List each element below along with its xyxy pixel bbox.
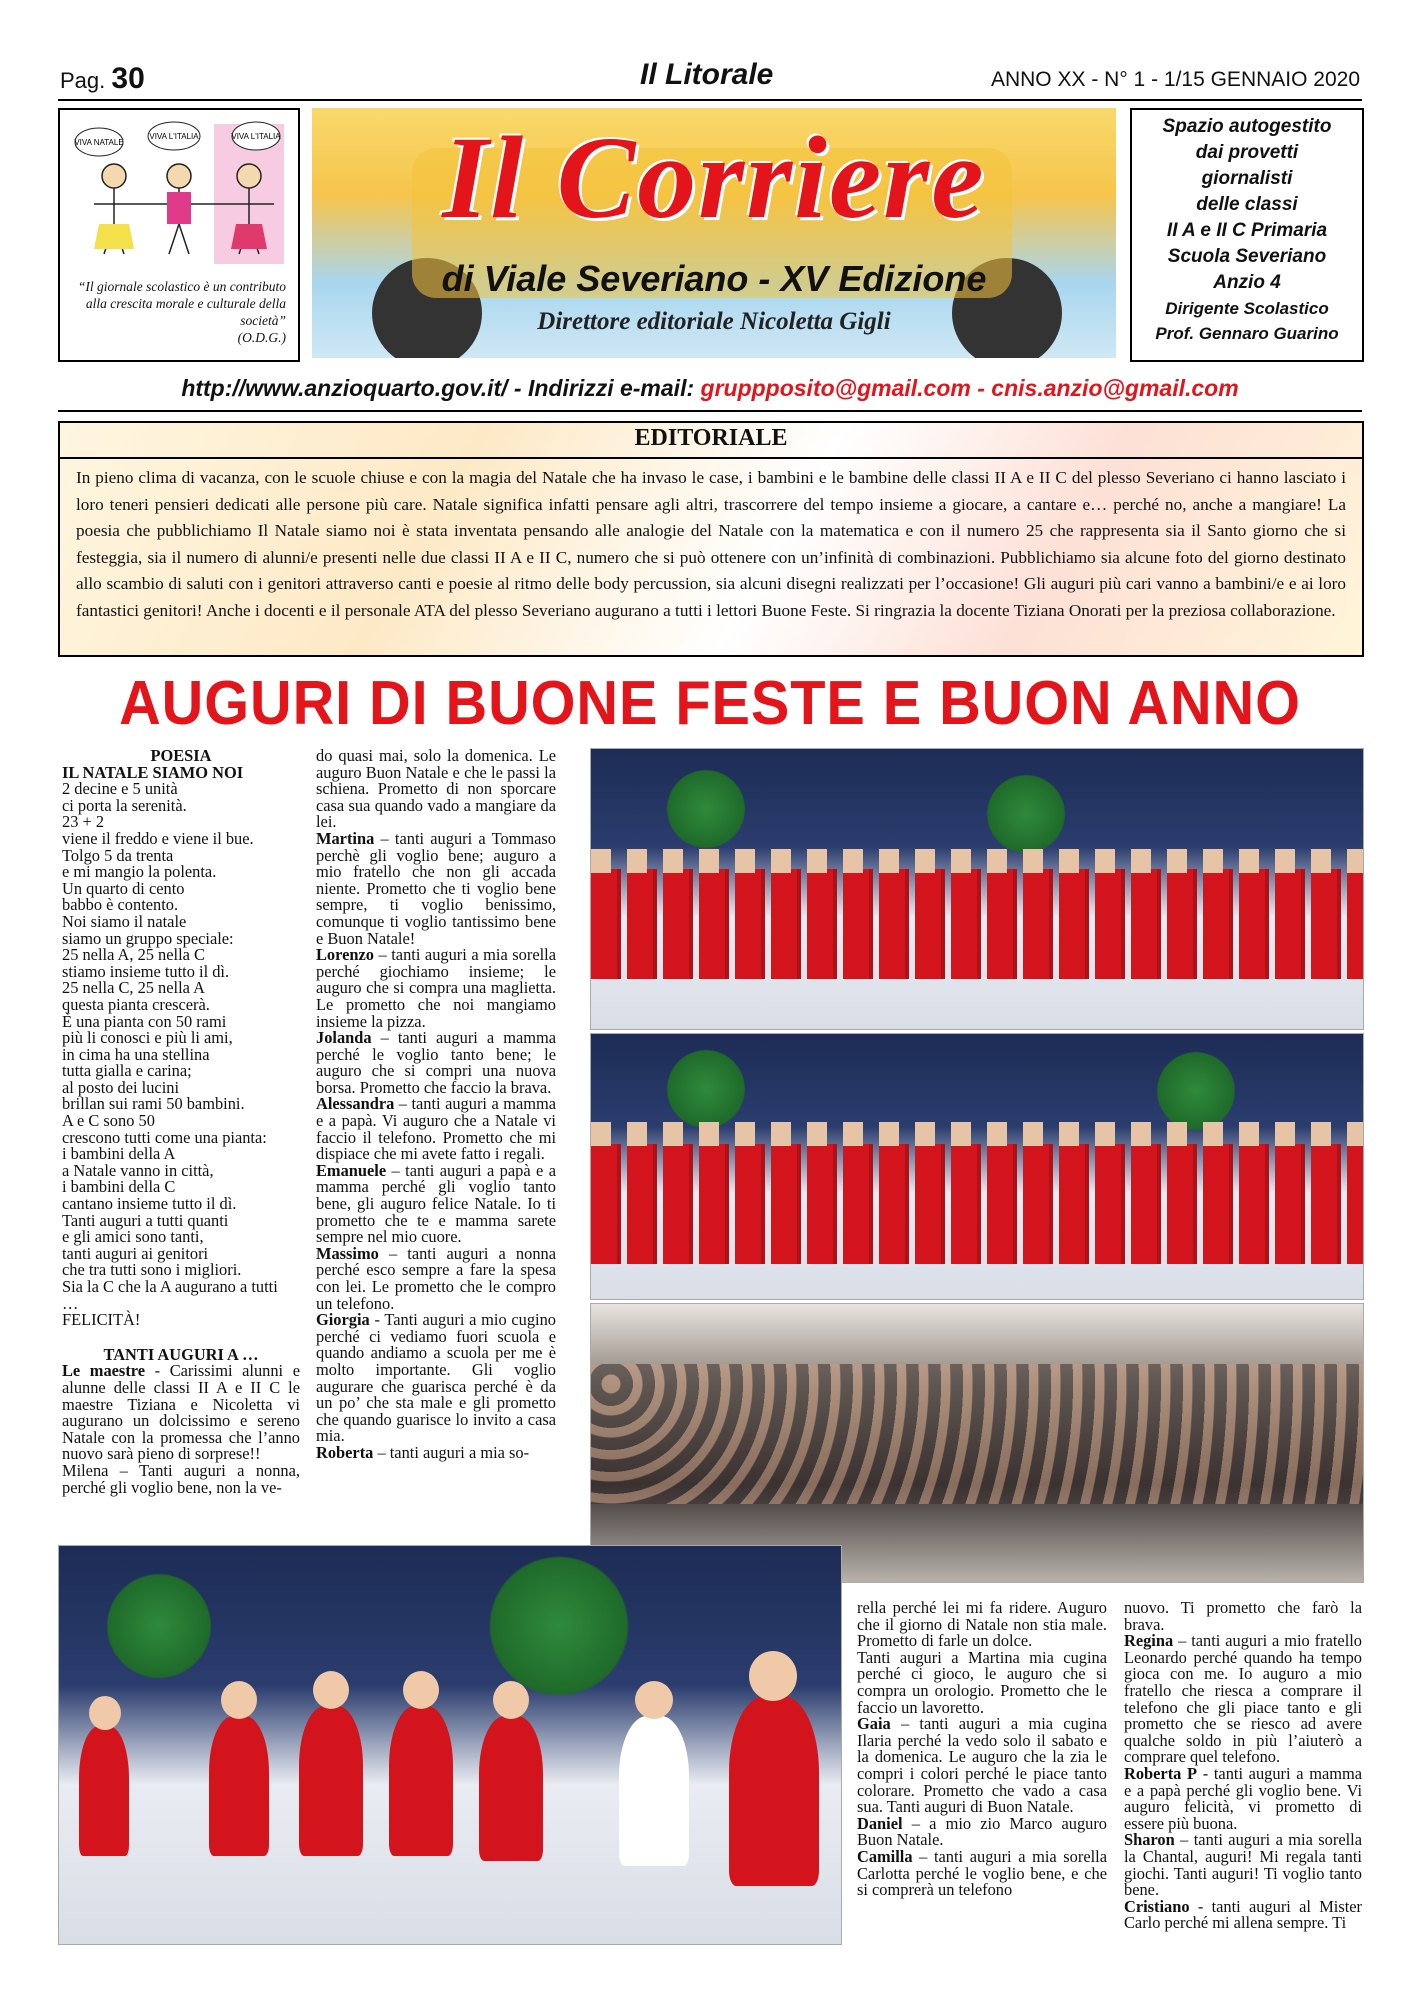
- poem-line: brillan sui rami 50 bambini.: [62, 1094, 245, 1114]
- auguri-text: – tanti auguri a mia sorella Carlotta perché le voglio bene, e che si comprerà un telefono: [857, 1846, 1107, 1900]
- child-figure: [79, 1726, 129, 1856]
- poem-line: 2 decine e 5 unità: [62, 779, 178, 799]
- auguri-author: Roberta P: [1124, 1763, 1198, 1783]
- poem-line: viene il freddo e viene il bue.: [62, 828, 254, 848]
- contact-line: http://www.anzioquarto.gov.it/ - Indirizzi e-mail: gruppposito@gmail.com - cnis.anzio@gmail.com: [181, 375, 1239, 401]
- editorial-director: Direttore editoriale Nicoletta Gigli: [537, 308, 891, 335]
- auguri-text: – tanti auguri a nonna perché esco sempre a fare la spesa con lei. Le prometto che le compro un telefono.: [316, 1243, 556, 1313]
- children-drawing: [64, 114, 292, 274]
- drawing-bubble-1: VIVA NATALE: [74, 138, 124, 147]
- auguri-entry: [316, 1312, 556, 1445]
- child-figure: [619, 1716, 689, 1866]
- poem-line: i bambini della C: [62, 1177, 176, 1197]
- poem-line: i bambini della A: [62, 1144, 176, 1164]
- auguri-text: – tanti auguri a mia so-: [373, 1442, 530, 1462]
- palm-decoration: [981, 769, 1071, 859]
- child-head: [749, 1651, 797, 1701]
- poem-line: a Natale vanno in città,: [62, 1160, 214, 1180]
- auguri-author: Regina: [1124, 1631, 1174, 1651]
- palm-decoration: [661, 764, 751, 854]
- auguri-text: Tanti auguri a Martina mia cugina perché ci gioco, le auguro che si compra un orologio. Prometto che le faccio un lavoretto.: [857, 1647, 1107, 1717]
- auguri-text: – tanti auguri a mia sorella perché giochiamo insieme; le auguro che si compra una maglietta. Le prometto che noi mangiamo insieme la pizza.: [316, 945, 556, 1031]
- auguri-author: Emanuele: [316, 1160, 387, 1180]
- auguri-text: - tanti auguri al Mister Carlo perché mi allena sempre. Ti: [1124, 1896, 1362, 1933]
- auguri-column-2: [316, 748, 556, 1462]
- children-group: [591, 1144, 1363, 1264]
- children-drawing-box: [58, 108, 300, 362]
- auguri-author: Massimo: [316, 1243, 379, 1263]
- poem-line: in cima ha una stellina: [62, 1044, 210, 1064]
- auguri-entry: [62, 1363, 300, 1463]
- auguri-text: – a mio zio Marco auguro Buon Natale.: [857, 1813, 1107, 1850]
- email-link-1[interactable]: gruppposito@gmail.com: [700, 375, 971, 401]
- auguri-text: – tanti auguri a mia sorella la Chantal, auguri! Mi regala tanti giochi. Tanti auguri! Ti voglio tanto bene.: [1124, 1830, 1362, 1900]
- info-line: Anzio 4: [1213, 272, 1281, 293]
- auguri-author: Roberta: [316, 1442, 374, 1462]
- drawing-quote: “Il giornale scolastico è un contributo alla crescita morale e culturale della società” (O.D.G.): [77, 279, 286, 345]
- auguri-entry: [1124, 1633, 1362, 1766]
- auguri-entry: [857, 1647, 1107, 1717]
- auguri-author: Cristiano: [1124, 1896, 1190, 1916]
- auguri-author: Lorenzo: [316, 945, 374, 965]
- main-headline: AUGURI DI BUONE FESTE E BUON ANNO: [119, 669, 1301, 738]
- auguri-column-4: [1124, 1600, 1362, 1932]
- poem-line: Noi siamo il natale: [62, 911, 187, 931]
- child-head: [403, 1671, 439, 1709]
- poem-line: crescono tutti come una pianta:: [62, 1127, 267, 1147]
- auguri-section: TANTI AUGURI A …: [103, 1344, 259, 1364]
- poem-line: Un quarto di cento: [62, 878, 185, 898]
- child-figure: [729, 1696, 819, 1886]
- info-line: II A e II C Primaria: [1166, 220, 1328, 241]
- editorial-box: [58, 421, 1364, 657]
- poem-line: …: [62, 1293, 79, 1313]
- auguri-text: – tanti auguri a mia cugina Ilaria perché la vedo solo il sabato e la domenica. Le auguro che la zia le compri i colori perché le piace tanto colorare. Prometto che vado a casa sua. Tanti auguri di Buon Natale.: [857, 1714, 1107, 1817]
- poem-line: tutta gialla e carina;: [62, 1061, 192, 1081]
- auguri-entry: [857, 1600, 1107, 1650]
- auguri-entry: [316, 947, 556, 1030]
- url-rule: [58, 410, 1362, 412]
- auguri-entry: [316, 1442, 556, 1462]
- auguri-column-3: [857, 1600, 1107, 1899]
- child-figure: [299, 1706, 363, 1856]
- palm-decoration: [661, 1044, 751, 1134]
- info-line: Scuola Severiano: [1167, 246, 1327, 267]
- poem-line: babbo è contento.: [62, 895, 179, 915]
- poem-line: A e C sono 50: [62, 1111, 155, 1131]
- auguri-text: - Tanti auguri a mio cugino perché ci vediamo fuori scuola e quando andiamo a scuola per me è molto importante. Gli voglio augurare che guarisca perché è da un po’ che sta male e gli prometto che quando guarisce lo invito a casa mia.: [316, 1310, 556, 1446]
- auguri-text: – tanti auguri a mamma perché le voglio tanto bene; le auguro che si compri una nuova borsa. Prometto che faccio la brava.: [316, 1028, 556, 1097]
- newspaper-name: Il Litorale: [640, 58, 774, 91]
- parents-audience-photo: [590, 1303, 1364, 1583]
- drawing-bubble-3: VIVA L'ITALIA: [231, 132, 281, 141]
- editorial-text: In pieno clima di vacanza, con le scuole chiuse e con la magia del Natale che ha invaso le case, i bambini e le bambine delle classi II A e II C del plesso Severiano ci hanno lasciato i loro teneri pensieri dedicati alle persone più care. Natale significa infatti pensare agli altri, trascorrere del tempo insieme a giocare, a cantare e… perché no, anche a mangiare! La poesia che pubblichiamo Il Natale siamo noi è stata inventata pensando alle analogie del Natale con la matematica e con il numero 25 che rappresenta sia il Santo giorno che si festeggia, sia il numero di alunni/e presenti nelle due classi II A e II C, numero che si può ottenere con un’infinità di combinazioni. Pubblichiamo sia alcune foto del giorno destinato allo scambio di saluti con i genitori attraverso canti e poesie al ritmo delle body percussion, sia alcuni disegni realizzati per l’occasione! Gli auguri più cari vanno a bambini/e e ai loro fantastici genitori! Anche i docenti e il personale ATA del plesso Severiano augurano a tutti i lettori Buone Feste. Si ringrazia la docente Tiziana Onorati per la preziosa collaborazione.: [76, 468, 1346, 620]
- auguri-entry: [1124, 1763, 1362, 1833]
- auguri-entry: [1124, 1600, 1362, 1633]
- poem-line: 25 nella C, 25 nella A: [62, 978, 205, 998]
- drawing-bubble-2: VIVA L'ITALIA: [149, 132, 199, 141]
- child-head: [89, 1696, 121, 1730]
- auguri-entry: [316, 1096, 556, 1162]
- poem-line: Tanti auguri a tutti quanti: [62, 1210, 229, 1230]
- poem-line: 23 + 2: [62, 812, 105, 832]
- auguri-entry: [316, 1243, 556, 1313]
- class-photo-stage-1: [590, 748, 1364, 1030]
- top-rule: [58, 99, 1362, 101]
- auguri-list: [857, 1600, 1107, 1899]
- poem-line: FELICITÀ!: [62, 1310, 141, 1330]
- issue-date: ANNO XX - N° 1 - 1/15 GENNAIO 2020: [990, 68, 1360, 91]
- auguri-text: nuovo. Ti prometto che farò la brava.: [1124, 1598, 1362, 1634]
- masthead-subtitle: di Viale Severiano - XV Edizione: [441, 258, 987, 299]
- dirigente-name: Prof. Gennaro Guarino: [1155, 324, 1339, 343]
- poem-line: Sia la C che la A augurano a tutti: [62, 1277, 278, 1296]
- poem-line: siamo un gruppo speciale:: [62, 928, 234, 948]
- auguri-entry: [316, 828, 556, 948]
- auguri-entry: [316, 1160, 556, 1247]
- auguri-list: [1124, 1600, 1362, 1932]
- auguri-entry: [857, 1716, 1107, 1816]
- poem-line: questa pianta crescerà.: [62, 994, 210, 1014]
- auguri-entry: [62, 1460, 300, 1497]
- poem-lines: [62, 781, 300, 1329]
- auguri-text: – tanti auguri a mio fratello Leonardo perché quando ha tempo gioca con me. Io auguro a mio fratello che riesca a comprare il telefono che gli piace tanto e gli prometto che se riesco ad avere qualche soldo in più l’aiuterò a comprare quel telefono.: [1124, 1631, 1362, 1767]
- auguri-text: rella perché lei mi fa ridere. Auguro che il giorno di Natale non stia male. Prometto di farle un dolce.: [857, 1598, 1107, 1651]
- child-head: [493, 1681, 529, 1719]
- auguri-text: - Carissimi alunni e alunne delle classi II A e II C le maestre Tiziana e Nicoletta vi augurano un dolcissimo e sereno Natale con la promessa che l’anno nuovo sarà pieno di sorprese!!: [62, 1361, 300, 1464]
- auguri-entry: [316, 748, 556, 831]
- auguri-text: – tanti auguri a mamma e a papà. Vi auguro che a Natale vi faccio il telefono. Prometto che mi dispiace che mi avete fatto i regali.: [316, 1094, 556, 1164]
- info-line: delle classi: [1196, 194, 1298, 215]
- poem-line: È una pianta con 50 rami: [62, 1011, 227, 1031]
- children-faces: [591, 1122, 1363, 1146]
- dirigente-label: Dirigente Scolastico: [1165, 299, 1329, 318]
- poem-line: e mi mangio la polenta.: [62, 862, 217, 882]
- class-info-box: [1130, 108, 1364, 362]
- poem-line: stiamo insieme tutto il dì.: [62, 961, 230, 981]
- auguri-text: Milena – Tanti auguri a nonna, perché gli voglio bene, non la ve-: [62, 1460, 300, 1497]
- poem-line: più li conosci e più li ami,: [62, 1028, 233, 1048]
- auguri-author: Daniel: [857, 1813, 903, 1833]
- website-link[interactable]: http://www.anzioquarto.gov.it/: [181, 375, 508, 401]
- auguri-author: Alessandra: [316, 1094, 395, 1114]
- poem-line: cantano insieme tutto il dì.: [62, 1194, 237, 1214]
- poem-section: POESIA: [150, 746, 212, 765]
- auguri-entry: [857, 1813, 1107, 1850]
- auguri-entry: [316, 1030, 556, 1096]
- child-figure: [209, 1716, 269, 1856]
- child-head: [221, 1681, 257, 1719]
- auguri-list: [316, 748, 556, 1462]
- class-photo-front-row: [58, 1545, 842, 1945]
- class-photo-stage-2: [590, 1033, 1364, 1300]
- child-figure: [389, 1706, 453, 1856]
- editorial-rule: [60, 457, 1362, 459]
- auguri-author: Le maestre: [62, 1361, 146, 1381]
- info-line: dai provetti: [1195, 142, 1299, 163]
- audience-crowd: [591, 1364, 1363, 1504]
- email-link-2[interactable]: cnis.anzio@gmail.com: [991, 375, 1239, 401]
- child-head: [635, 1681, 673, 1719]
- poem-line: Tolgo 5 da trenta: [62, 845, 174, 865]
- info-line: giornalisti: [1201, 168, 1293, 189]
- auguri-author: Gaia: [857, 1714, 891, 1734]
- poem-line: al posto dei lucini: [62, 1077, 179, 1097]
- info-line: Spazio autogestito: [1162, 116, 1332, 137]
- poem-line: tanti auguri ai genitori: [62, 1243, 209, 1263]
- poem-line: che tra tutti sono i migliori.: [62, 1260, 242, 1280]
- auguri-author: Sharon: [1124, 1830, 1175, 1850]
- page-number: Pag. 30: [60, 62, 145, 95]
- auguri-author: Jolanda: [316, 1028, 372, 1048]
- children-faces: [591, 849, 1363, 873]
- palm-decoration: [99, 1566, 219, 1686]
- child-figure: [479, 1716, 543, 1861]
- auguri-author: Camilla: [857, 1846, 913, 1866]
- editorial-title: EDITORIALE: [634, 425, 788, 451]
- auguri-author: Giorgia: [316, 1310, 370, 1330]
- auguri-entry: [1124, 1896, 1362, 1933]
- auguri-author: Martina: [316, 828, 375, 848]
- child-head: [313, 1671, 349, 1709]
- masthead-title: Il Corriere: [442, 112, 986, 243]
- auguri-entry: [857, 1846, 1107, 1900]
- auguri-text: – tanti auguri a Tommaso perchè gli voglio bene; auguro a mio fratello che non gli accada niente. Prometto che ti voglio bene sempre, ti voglio benissimo, comunque ti voglio tantissimo bene e Buon Natale!: [316, 828, 556, 948]
- poem-line: ci porta la serenità.: [62, 795, 187, 815]
- poem-line: 25 nella A, 25 nella C: [62, 945, 205, 965]
- auguri-text: do quasi mai, solo la domenica. Le auguro Buon Natale e che le passi la schiena. Prometto di non sporcare casa sua quando vado a mangiare da lei.: [316, 746, 556, 832]
- auguri-text: – tanti auguri a papà e a mamma perché gli voglio tanto bene, gli auguro felice Natale. Io ti prometto che te e mamma sarete sempre nel mio cuore.: [316, 1160, 556, 1247]
- children-group: [591, 869, 1363, 979]
- poem-title: IL NATALE SIAMO NOI: [62, 762, 244, 782]
- auguri-list: [62, 1363, 300, 1496]
- auguri-entry: [1124, 1832, 1362, 1898]
- auguri-text: - tanti auguri a mamma e a papà perché gli voglio bene. Vi auguro felicità, vi prometto di essere più buona.: [1124, 1763, 1362, 1833]
- poem-column: [62, 748, 300, 1496]
- poem-line: e gli amici sono tanti,: [62, 1227, 204, 1247]
- masthead-banner: [312, 108, 1116, 358]
